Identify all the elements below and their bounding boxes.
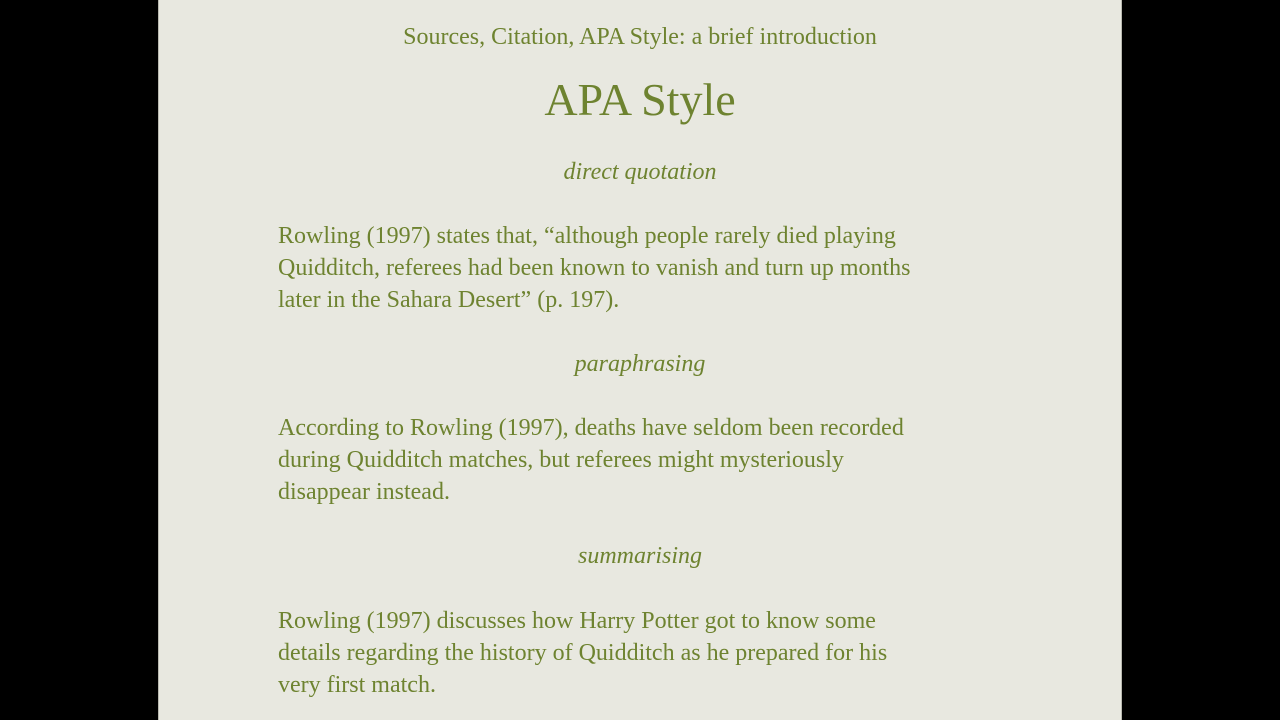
direct-quotation-paragraph <box>278 220 998 316</box>
paragraph-line: According to Rowling (1997), deaths have seldom been recorded <box>278 415 904 441</box>
slide-header: Sources, Citation, APA Style: a brief introduction <box>403 24 877 50</box>
paragraph-line: very first match. <box>278 672 436 698</box>
slide-title: APA Style <box>544 74 736 125</box>
paraphrasing-paragraph <box>278 412 998 508</box>
paragraph-line: Rowling (1997) states that, “although people rarely died playing <box>278 223 896 249</box>
presentation-slide <box>158 0 1122 720</box>
summarising-paragraph <box>278 605 998 701</box>
paragraph-line: details regarding the history of Quidditch as he prepared for his <box>278 640 888 666</box>
paragraph-line: Quidditch, referees had been known to vanish and turn up months <box>278 255 911 281</box>
paragraph-line: later in the Sahara Desert” (p. 197). <box>278 287 620 313</box>
section-heading-paraphrasing: paraphrasing <box>574 351 706 377</box>
paragraph-line: disappear instead. <box>278 479 450 505</box>
paragraph-line: during Quidditch matches, but referees might mysteriously <box>278 447 844 473</box>
section-heading-direct-quotation: direct quotation <box>563 159 717 185</box>
section-heading-summarising: summarising <box>577 543 703 569</box>
paragraph-line: Rowling (1997) discusses how Harry Potter got to know some <box>278 608 876 634</box>
